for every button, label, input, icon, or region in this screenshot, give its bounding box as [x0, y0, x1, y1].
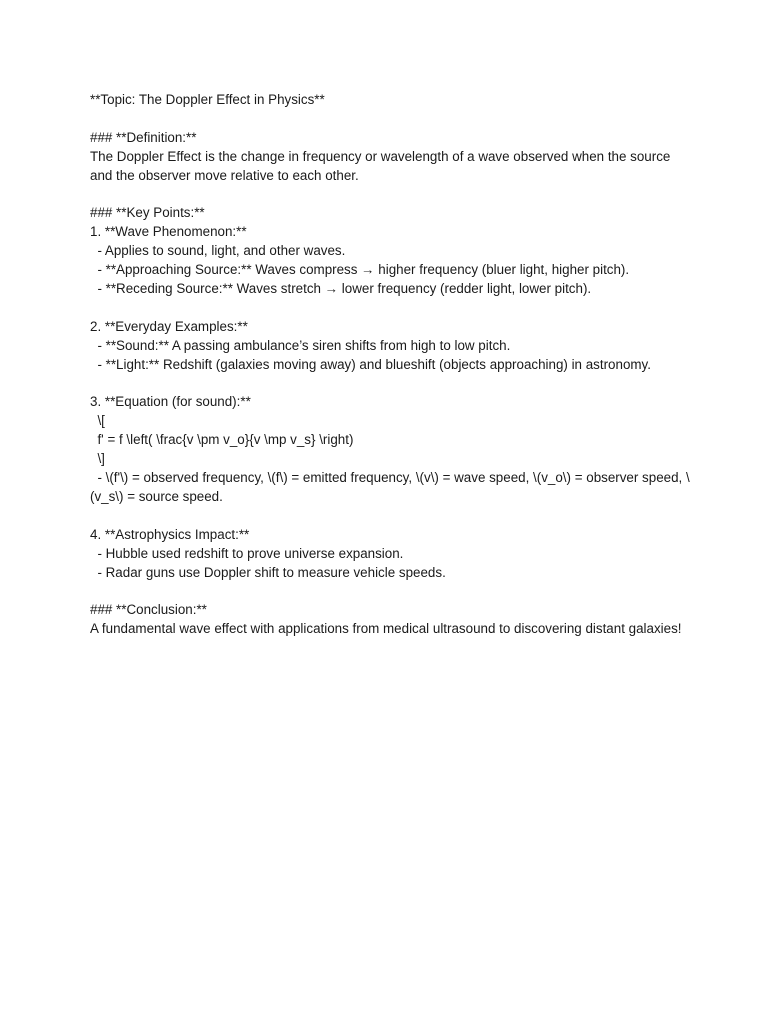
spacer [90, 507, 690, 526]
topic-line: **Topic: The Doppler Effect in Physics** [90, 92, 325, 107]
list-item: - **Receding Source:** Waves stretch → lower frequency (redder light, lower pitch). [90, 281, 592, 297]
list-item: - Hubble used redshift to prove universe expansion. [90, 545, 404, 561]
point2-title: 2. **Everyday Examples:** [90, 318, 248, 334]
equation-line: f' = f \left( \frac{v \pm v_o}{v \mp v_s} \right) [90, 432, 354, 448]
definition-heading: ### **Definition:** [90, 129, 197, 145]
list-item: - Radar guns use Doppler shift to measure vehicle speeds. [90, 564, 446, 580]
conclusion-text: A fundamental wave effect with applications from medical ultrasound to discovering distant galaxies! [90, 621, 682, 637]
equation-line: \[ [90, 413, 105, 429]
key-points-heading: ### **Key Points:** [90, 205, 205, 221]
spacer [90, 186, 690, 205]
document-body [90, 91, 690, 639]
point3-title: 3. **Equation (for sound):** [90, 394, 251, 410]
spacer [90, 582, 690, 601]
point1-title: 1. **Wave Phenomenon:** [90, 224, 247, 240]
equation-legend: - \(f'\) = observed frequency, \(f\) = emitted frequency, \(v\) = wave speed, \(v_o\) = observer speed, \(v_s\) = source speed. [90, 470, 690, 504]
list-item: - Applies to sound, light, and other waves. [90, 243, 346, 259]
list-item: - **Approaching Source:** Waves compress → higher frequency (bluer light, higher pitch). [90, 262, 630, 278]
list-item: - **Sound:** A passing ambulance’s siren shifts from high to low pitch. [90, 337, 511, 353]
list-item: - **Light:** Redshift (galaxies moving away) and blueshift (objects approaching) in astronomy. [90, 356, 651, 372]
point4-title: 4. **Astrophysics Impact:** [90, 526, 250, 542]
spacer [90, 375, 690, 394]
spacer [90, 110, 690, 129]
conclusion-heading: ### **Conclusion:** [90, 602, 207, 618]
definition-text: The Doppler Effect is the change in frequency or wavelength of a wave observed when the source and the observer move relative to each other. [90, 148, 675, 183]
equation-line: \] [90, 451, 105, 467]
spacer [90, 299, 690, 318]
